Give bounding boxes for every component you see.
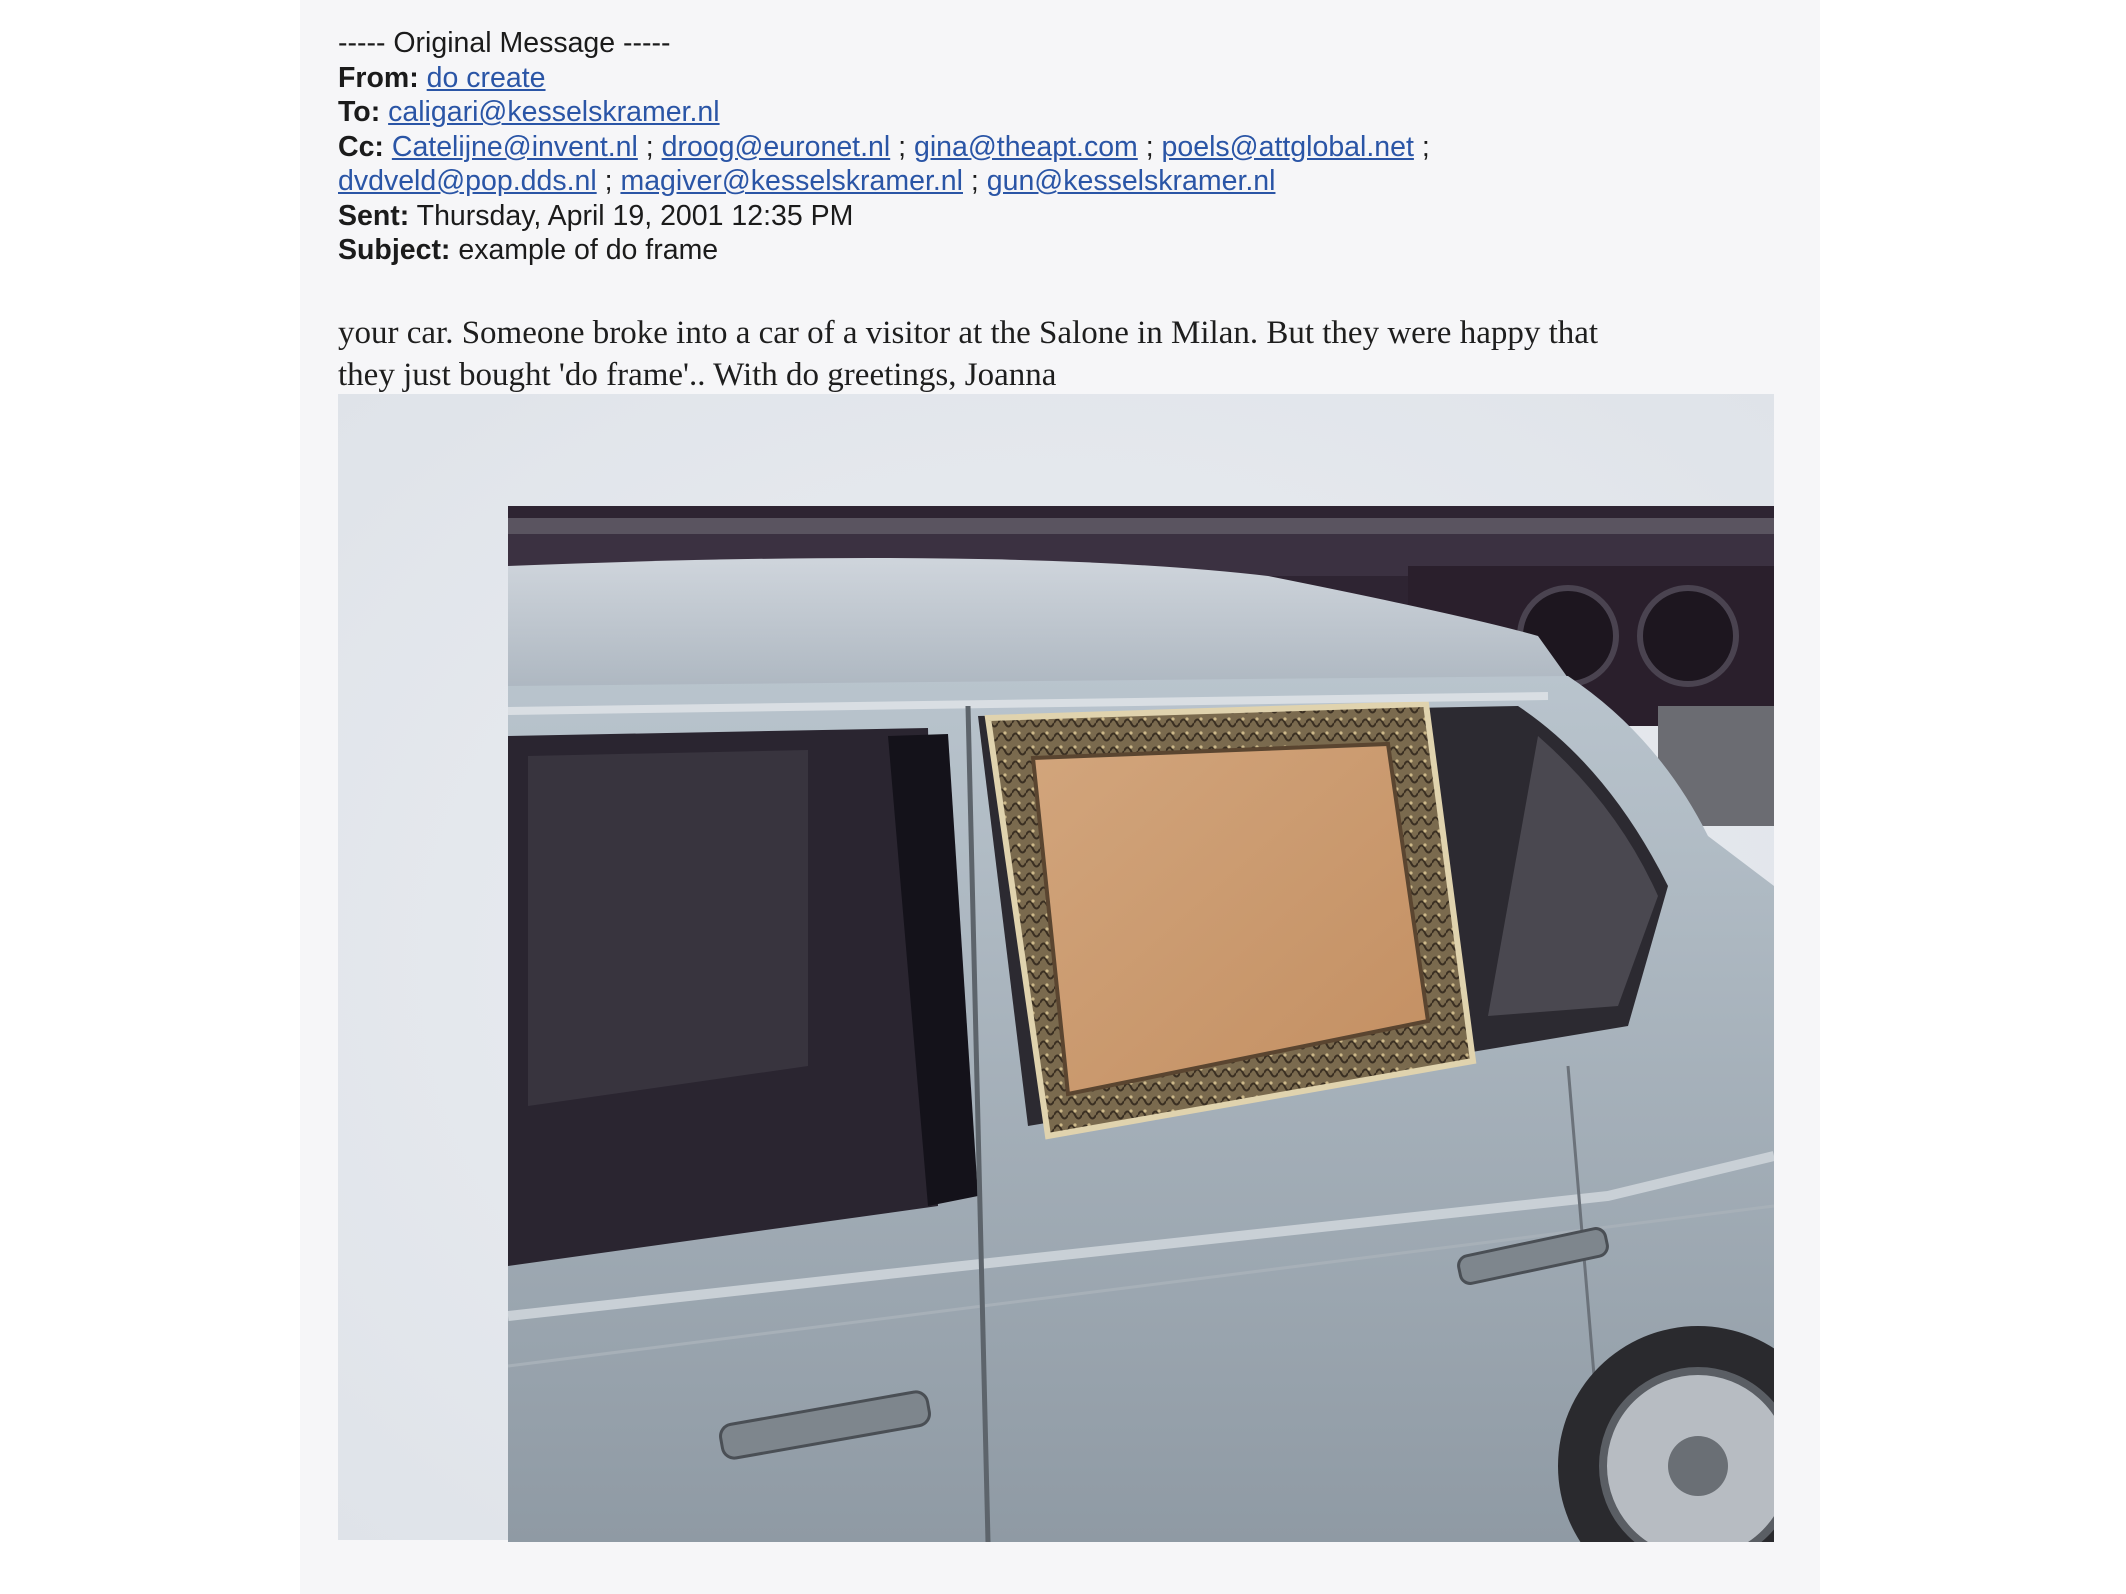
to-row — [338, 95, 1818, 130]
body-line: they just bought 'do frame'.. With do greetings, Joanna — [338, 357, 1057, 393]
cc-link[interactable]: dvdveld@pop.dds.nl — [338, 165, 597, 197]
body-line: your car. Someone broke into a car of a visitor at the Salone in Milan. But they were happy that — [338, 315, 1599, 351]
email-header — [338, 26, 1818, 268]
car-illustration — [508, 506, 1774, 1542]
cc-link[interactable]: magiver@kesselskramer.nl — [620, 165, 963, 197]
cc-separator: ; — [1421, 130, 1430, 163]
subject-label: Subject: — [338, 234, 451, 266]
sent-row — [338, 199, 1818, 234]
subject-value: example of do frame — [458, 234, 719, 266]
from-label: From: — [338, 61, 419, 94]
photo-container — [338, 394, 1774, 1540]
sent-label: Sent: — [338, 199, 410, 232]
subject-row — [338, 233, 1818, 268]
cc-label: Cc: — [338, 130, 384, 163]
cc-separator: ; — [604, 165, 613, 197]
cc-link[interactable]: poels@attglobal.net — [1161, 130, 1414, 163]
cc-separator: ; — [898, 130, 907, 163]
to-label: To: — [338, 96, 381, 128]
cc-link[interactable]: Catelijne@invent.nl — [391, 130, 638, 163]
cc-row-1 — [338, 130, 1818, 165]
cc-link[interactable]: gun@kesselskramer.nl — [986, 165, 1276, 197]
cc-link[interactable]: droog@euronet.nl — [661, 130, 891, 163]
cc-separator: ; — [970, 165, 979, 197]
cc-separator: ; — [1145, 130, 1154, 163]
car-photo — [508, 506, 1774, 1542]
from-row — [338, 61, 1818, 96]
to-link[interactable]: caligari@kesselskramer.nl — [388, 96, 720, 128]
email-body — [338, 312, 1798, 396]
original-message-divider: ----- Original Message ----- — [338, 27, 671, 59]
cc-link[interactable]: gina@theapt.com — [913, 130, 1138, 163]
sent-value: Thursday, April 19, 2001 12:35 PM — [416, 199, 854, 232]
from-link[interactable]: do create — [426, 61, 546, 94]
cc-row-2 — [338, 164, 1818, 199]
cc-separator: ; — [645, 130, 654, 163]
